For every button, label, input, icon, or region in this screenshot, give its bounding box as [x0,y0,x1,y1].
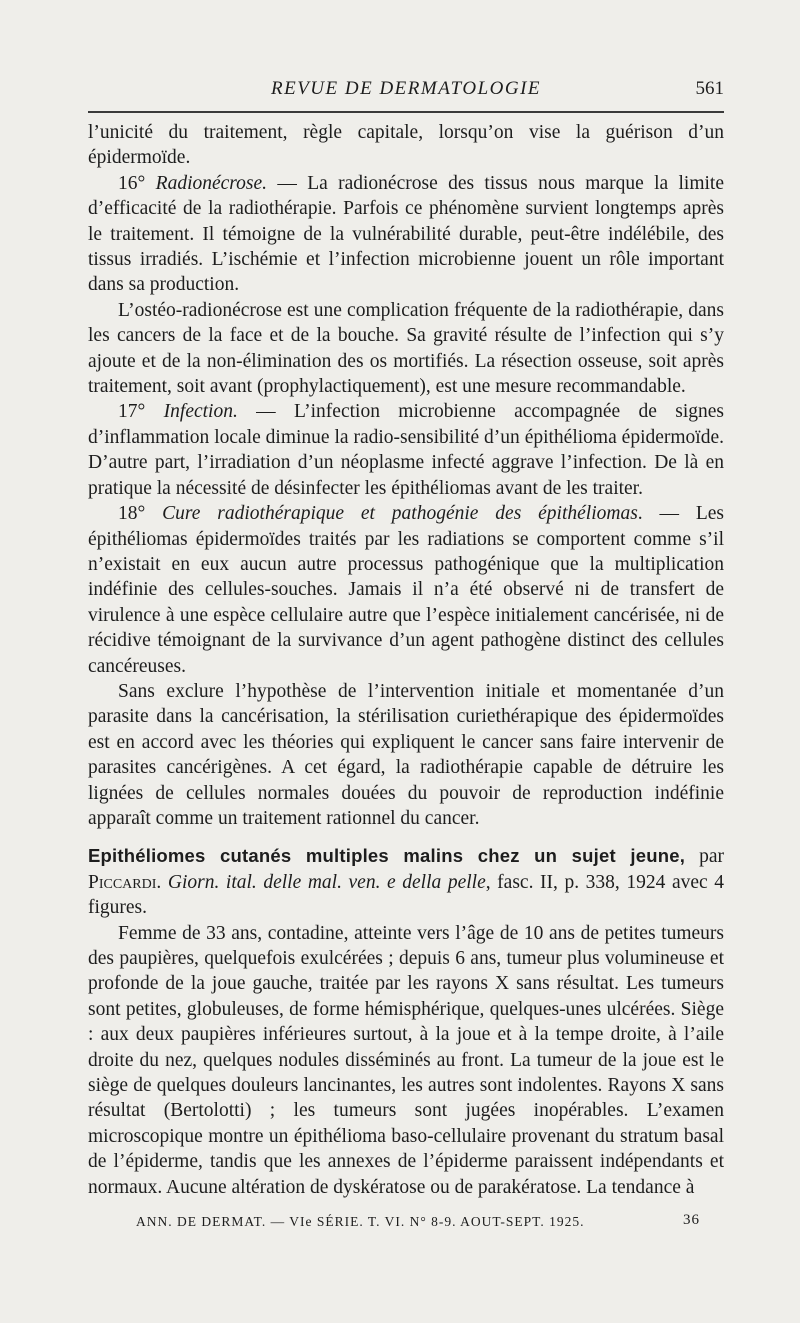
article-body [88,120,724,1200]
paragraph: l’unicité du traitement, règle capitale, lorsqu’on vise la guérison d’un épidermoïde. [88,122,724,169]
review-heading [88,843,724,920]
review-author: Piccardi. [88,871,162,893]
running-title: REVUE DE DERMATOLOGIE [270,78,542,99]
paragraph: L’ostéo-radionécrose est une complication fréquente de la radiothérapie, dans les cancers de la face et de la bouche. Sa gravité résulte de l’infection qui s’y ajoute et de la non-élimination des os mortifiés. La résection osseuse, soit après traitement, soit avant (prophylactiquement), est une mesure recommandable. [88,299,724,398]
section-text: — La radionécrose des tissus nous marque la limite d’efficacité de la radiothérapie. Parfois ce phénomène survient longtemps après le traitement. Il témoigne de la vulnérabilité durable, peut-être indélébile, des tissus irradiés. L’ischémie et l’infection microbienne jouent un rôle important dans sa production. [88,172,724,296]
footer-signature: 36 [683,1212,700,1228]
paragraph [88,399,724,501]
section-title: Infection. [163,401,238,423]
header-rule [88,111,724,113]
section-number: 18° [118,503,146,525]
paragraph [88,171,724,298]
footer-citation: ANN. DE DERMAT. — VIe SÉRIE. T. VI. N° 8-9. AOUT-SEPT. 1925. [136,1214,585,1229]
section-title: Cure radiothérapique et pathogénie des épithéliomas [162,503,638,525]
section-text: . — Les épithéliomas épidermoïdes traités par les radiations se comportent comme s’il n’existait en eux aucun autre processus pathogénique que la multiplication indéfinie des cellules-souches. Jamais il n’a été observé ni de transfert de virulence à une espèce cellulaire autre que l’espèce initialement cancérisée, ni de récidive témoignant de la survivance d’un agent pathogène distinct des cellules cancéreuses. [88,503,725,677]
section-number: 17° [118,401,146,423]
review-title: Epithéliomes cutanés multiples malins chez un sujet jeune, [88,845,686,867]
review-journal: Giorn. ital. delle mal. ven. e della pelle [167,871,486,893]
running-head [88,74,724,102]
paragraph: Sans exclure l’hypothèse de l’intervention initiale et momentanée d’un parasite dans la cancérisation, la stérilisation curiethérapique des épidermoïdes est en accord avec les théories qui expliquent le cancer sans faire intervenir de parasites cancérigènes. A cet égard, la radiothérapie capable de détruire les lignées de cellules normales douées du pouvoir de reproduction indéfinie apparaît comme un traitement rationnel du cancer. [88,680,724,829]
review-details: , fasc. II, p. 338, 1924 avec 4 figures. [88,871,724,919]
paragraph: Femme de 33 ans, contadine, atteinte vers l’âge de 10 ans de petites tumeurs des paupières, quelquefois exulcérées ; depuis 6 ans, tumeur plus volumineuse et profonde de la joue gauche, traitée par les rayons X sans résultat. Les tumeurs sont petites, globuleuses, de forme hémisphérique, quelques-unes ulcérées. Siège : aux deux paupières inférieures surtout, à la joue et à la tempe droite, à l’aile droite du nez, quelques nodules disséminés au front. La tumeur de la joue est le siège de quelques douleurs lancinantes, les autres sont indolentes. Rayons X sans résultat (Bertolotti) ; les tumeurs sont jugées inopérables. L’examen microscopique montre un épithélioma baso-cellulaire provenant du stratum basal de l’épiderme, tandis que les annexes de l’épiderme paraissent indépendants et normaux. Aucune altération de dyskératose ou de parakératose. La tendance à [88,922,724,1198]
page-number: 561 [695,78,724,99]
section-title: Radionécrose. [155,172,268,194]
page-footer [88,1210,724,1234]
paragraph [88,501,724,679]
section-text: — L’infection microbienne accompagnée de signes d’inflammation locale diminue la radio-sensibilité d’un épithélioma épidermoïde. D’autre part, l’irradiation d’un néoplasme infecté aggrave l’infection. De là en pratique la nécessité de désinfecter les épithéliomas avant de les traiter. [88,401,725,499]
section-number: 16° [118,172,146,194]
review-by: par [685,846,724,868]
